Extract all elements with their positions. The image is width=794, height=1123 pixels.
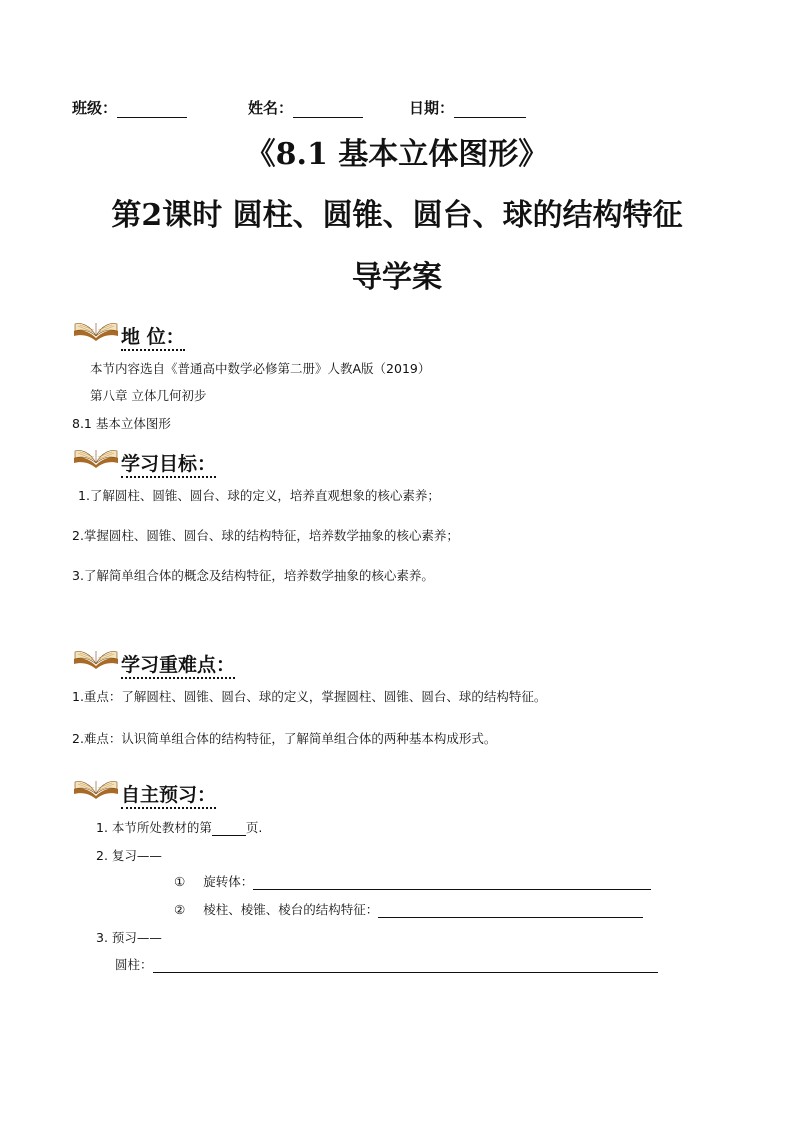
cylinder-blank[interactable]: [153, 959, 658, 973]
prism-features-blank[interactable]: [378, 904, 643, 918]
page-number-blank[interactable]: [212, 822, 246, 836]
preview-q3-a: [115, 955, 658, 973]
position-heading: 地 位：: [121, 322, 185, 349]
key-point-item-2: 2.难点：认识简单组合体的结构特征，了解简单组合体的两种基本构成形式。: [72, 731, 497, 746]
objectives-heading: 学习目标：: [121, 449, 216, 476]
position-line-2: 第八章 立体几何初步: [90, 388, 207, 403]
title-line-3: 导学案: [352, 260, 442, 295]
objective-item-3: 3.了解简单组合体的概念及结构特征，培养数学抽象的核心素养。: [72, 568, 434, 583]
preview-q1-prefix: 1. 本节所处教材的第: [96, 820, 212, 835]
preview-q1-suffix: 页.: [245, 820, 263, 835]
position-line-1: 本节内容选自《普通高中数学必修第二册》人教A版（2019）: [90, 361, 431, 376]
objective-item-2: 2.掌握圆柱、圆锥、圆台、球的结构特征，培养数学抽象的核心素养；: [72, 528, 459, 543]
open-book-icon: [72, 772, 120, 800]
position-line-3: 8.1 基本立体图形: [72, 416, 171, 431]
preview-q2-b: [174, 900, 643, 918]
objective-item-1: 1.了解圆柱、圆锥、圆台、球的定义，培养直观想象的核心素养；: [78, 488, 440, 503]
name-label: 姓名：: [248, 99, 294, 117]
title-line-1: 《8.1 基本立体图形》: [245, 137, 549, 172]
class-label: 班级：: [72, 99, 118, 117]
preview-q2: 2. 复习——: [96, 848, 162, 863]
rotation-body-label: 旋转体：: [203, 874, 254, 889]
class-blank[interactable]: [117, 103, 187, 118]
rotation-body-blank[interactable]: [253, 876, 651, 890]
preview-q2-a: [174, 872, 651, 890]
cylinder-label: 圆柱：: [115, 957, 153, 972]
name-blank[interactable]: [293, 103, 363, 118]
open-book-icon: [72, 642, 120, 670]
date-field: [409, 97, 526, 118]
prism-features-label: 棱柱、棱锥、棱台的结构特征：: [203, 902, 379, 917]
open-book-icon: [72, 441, 120, 469]
class-field: [72, 97, 187, 118]
name-field: [248, 97, 363, 118]
open-book-icon: [72, 314, 120, 342]
key-points-heading: 学习重难点：: [121, 650, 235, 677]
circled-one-marker: ①: [174, 874, 186, 889]
key-point-item-1: 1.重点：了解圆柱、圆锥、圆台、球的定义，掌握圆柱、圆锥、圆台、球的结构特征。: [72, 689, 547, 704]
title-line-2: 第2课时 圆柱、圆锥、圆台、球的结构特征: [111, 198, 683, 233]
preview-q1: [96, 818, 262, 836]
date-label: 日期：: [409, 99, 455, 117]
preview-q3: 3. 预习——: [96, 930, 162, 945]
circled-two-marker: ②: [174, 902, 186, 917]
preview-heading: 自主预习：: [121, 780, 216, 807]
date-blank[interactable]: [454, 103, 526, 118]
